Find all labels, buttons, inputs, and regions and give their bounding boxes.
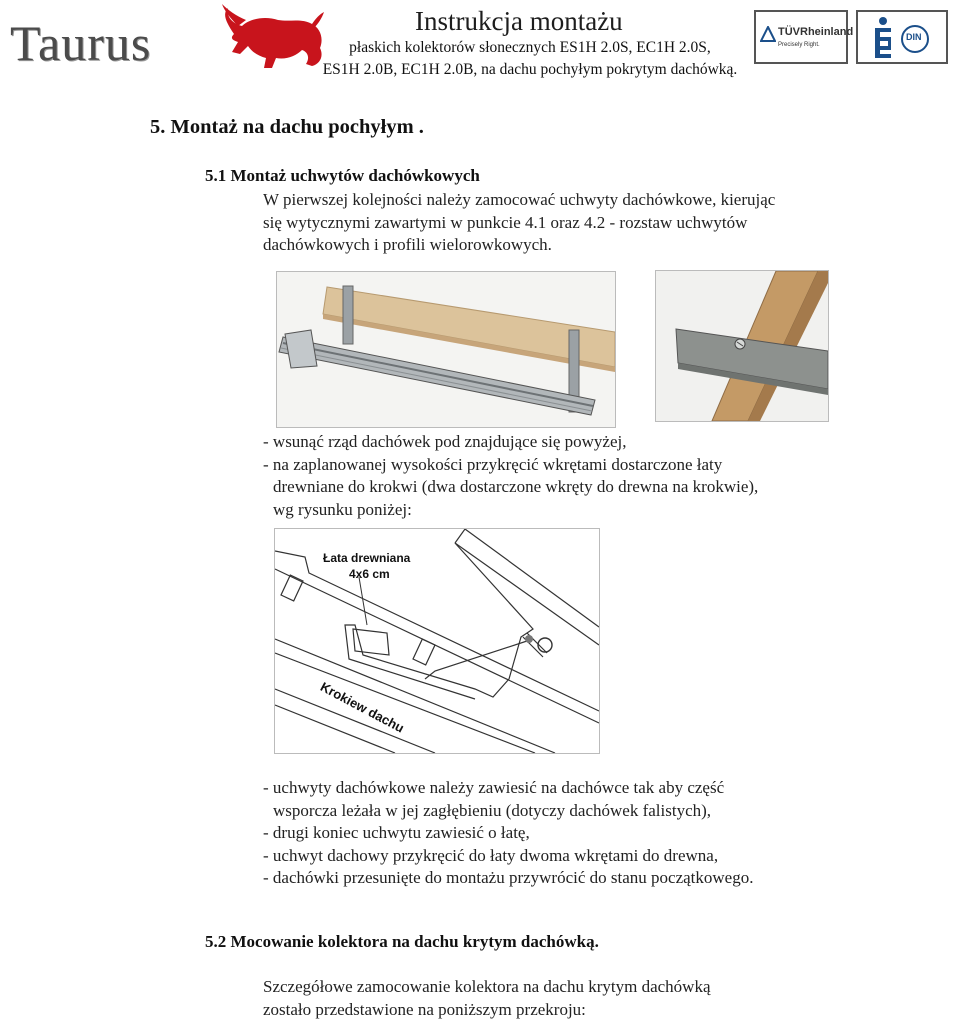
section-heading: 5. Montaż na dachu pochyłym . [150,116,424,138]
din-certificate-badge [856,10,948,64]
tuv-triangle-icon [760,26,776,42]
hook-closeup-photo [655,270,829,422]
outro-line: zostało przedstawione na poniższym przekroju: [263,999,586,1019]
taurus-logo-text: Taurus [10,15,152,71]
intro-line: dachówkowych i profili wielorowkowych. [263,235,552,254]
outro-line: Szczegółowe zamocowanie kolektora na dachu krytym dachówką [263,977,711,996]
rafter-label: Krokiew dachu [317,679,407,736]
document-title: Instrukcja montażu [415,6,623,36]
intro-paragraph [263,189,775,257]
steps-a-list [263,431,758,521]
step-item: - drugi koniec uchwytu zawiesić o łatę, [263,823,530,842]
intro-line: W pierwszej kolejności należy zamocować uchwyty dachówkowe, kierując [263,190,776,209]
tuv-certificate-badge [754,10,854,64]
intro-line: się wytycznymi zawartymi w punkcie 4.1 oraz 4.2 - rozstaw uchwytów [263,212,748,232]
keymark-icon [872,16,894,60]
step-item: - na zaplanowanej wysokości przykręcić wkrętami dostarczone łaty [263,454,723,474]
outro-paragraph [263,976,711,1021]
subsection-5-1-heading: 5.1 Montaż uchwytów dachówkowych [205,166,480,185]
step-item: wsporcza leżała w jej zagłębieniu (dotyczy dachówek falistych), [273,800,712,820]
tuv-name: TÜVRheinland [778,26,854,38]
step-item: - dachówki przesunięte do montażu przywrócić do stanu początkowego. [263,868,754,887]
document-subtitle-line2: ES1H 2.0B, EC1H 2.0B, na dachu pochyłym pokrytym dachówką. [322,61,738,78]
step-item: - uchwyt dachowy przykręcić do łaty dwoma wkrętami do drewna, [263,845,719,865]
subsection-5-2-heading: 5.2 Mocowanie kolektora na dachu krytym dachówką. [205,932,599,951]
steps-b-list [263,777,753,890]
document-subtitle-line1: płaskich kolektorów słonecznych ES1H 2.0S, EC1H 2.0S, [349,39,711,56]
step-item: drewniane do krokwi (dwa dostarczone wkręty do drewna na krokwie), [273,477,759,496]
tuv-tagline: Precisely Right. [778,42,820,48]
roof-hook-photo [276,271,616,428]
batten-mounting-diagram [274,528,600,754]
batten-label: Łata drewniana [323,551,411,565]
step-item: - uchwyty dachówkowe należy zawiesić na dachówce tak aby część [263,778,725,797]
din-label: DIN [906,32,922,42]
step-item: wg rysunku poniżej: [273,499,412,519]
batten-size-label: 4x6 cm [349,567,390,581]
step-item: - wsunąć rząd dachówek pod znajdujące się powyżej, [263,432,627,451]
